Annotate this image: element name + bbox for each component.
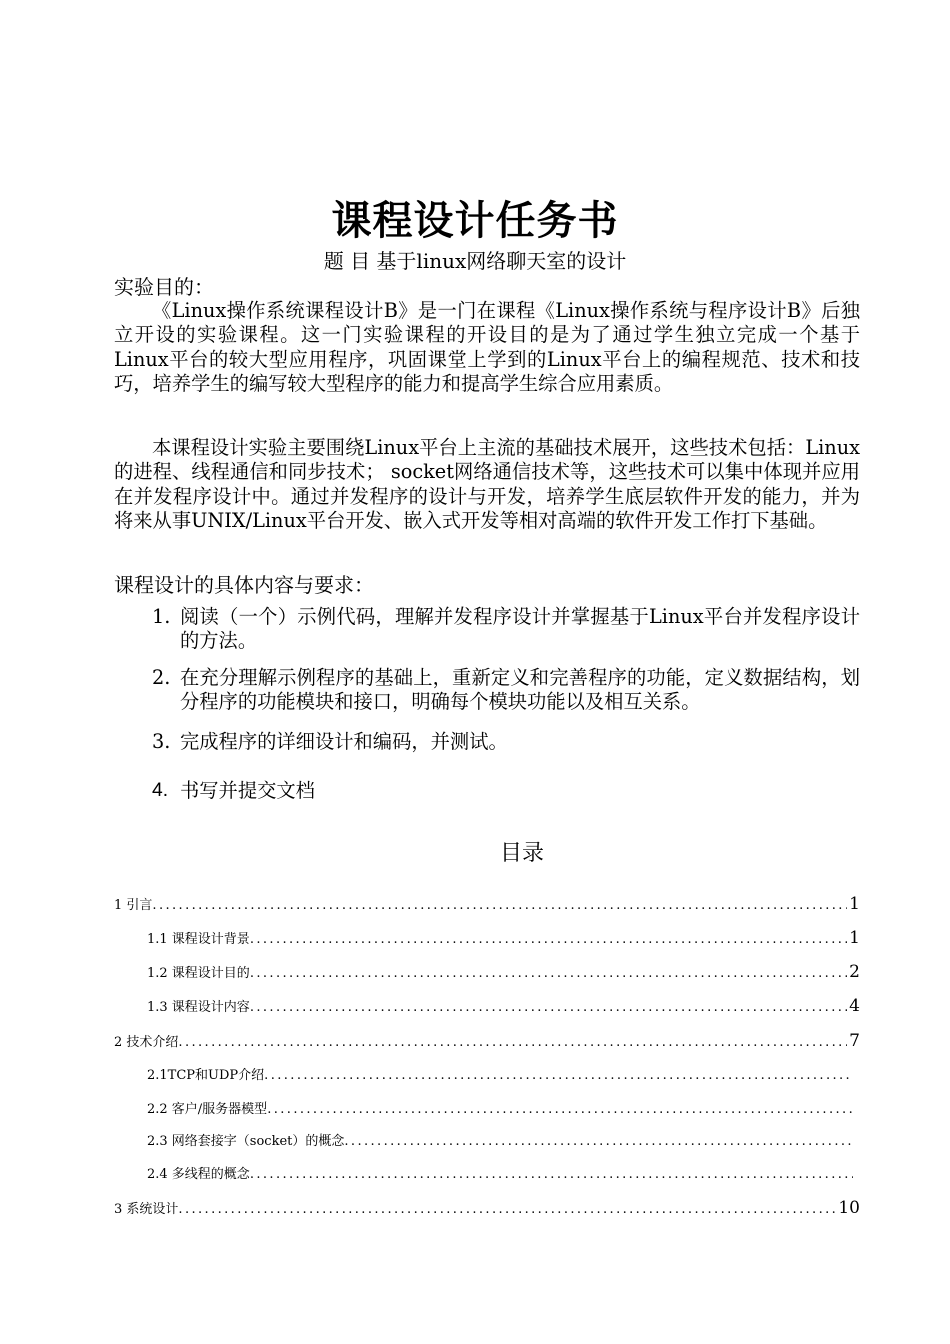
toc-leader-dots <box>152 897 847 913</box>
toc-entry[interactable] <box>114 895 860 913</box>
toc-entry-text: 2.4 多线程的概念 <box>147 1167 250 1182</box>
toc-entry-text: 2.2 客户/服务器模型 <box>147 1102 268 1117</box>
toc-entry-text: 3 系统设计 <box>114 1202 179 1217</box>
toc-entry[interactable] <box>147 1133 855 1151</box>
requirement-number: 2. <box>152 666 171 689</box>
requirement-item <box>152 730 860 754</box>
toc-entry-text: 2.1TCP和UDP介绍 <box>147 1068 265 1083</box>
requirement-item <box>152 666 860 715</box>
toc-entry[interactable] <box>147 997 860 1015</box>
toc-entry[interactable] <box>147 1166 855 1184</box>
toc-entry-page: 7 <box>849 1032 860 1050</box>
toc-leader-dots <box>344 1133 853 1151</box>
toc-leader-dots <box>250 931 847 947</box>
toc-entry-text: 2.3 网络套接字（socket）的概念 <box>147 1134 345 1149</box>
toc-entry[interactable] <box>147 929 860 947</box>
toc-entry-page: 2 <box>849 963 860 981</box>
purpose-paragraph-1: 《Linux操作系统课程设计B》是一门在课程《Linux操作系统与程序设计B》后独立开设的实验课程。这一门实验课程的开设目的是为了通过学生独立完成一个基于Linux平台的较大型应用程序，巩固课堂上学到的Linux平台上的编程规范、技术和技巧，培养学生的编写较大型程序的能力和提高学生综合应用素质。 <box>114 299 860 395</box>
toc-entry[interactable] <box>147 963 860 981</box>
purpose-label: 实验目的： <box>114 275 214 299</box>
toc-leader-dots <box>264 1067 853 1085</box>
toc-entry-text: 1.2 课程设计目的 <box>147 966 250 981</box>
purpose-paragraph-2: 本课程设计实验主要围绕Linux平台上主流的基础技术展开，这些技术包括：Linux的进程、线程通信和同步技术； socket网络通信技术等，这些技术可以集中体现并应用在并发程序设计中。通过并发程序的设计与开发，培养学生底层软件开发的能力，并为将来从事UNIX/Linux平台开发、嵌入式开发等相对高端的软件开发工作打下基础。 <box>114 436 860 532</box>
document-subtitle: 题 目 基于linux网络聊天室的设计 <box>323 249 627 273</box>
toc-leader-dots <box>178 1034 847 1050</box>
toc-leader-dots <box>178 1201 836 1217</box>
toc-entry-page: 10 <box>838 1199 860 1217</box>
requirement-text: 书写并提交文档 <box>180 779 315 802</box>
requirement-number: 1. <box>152 605 171 628</box>
toc-leader-dots <box>250 999 847 1015</box>
toc-entry-page: 4 <box>849 997 860 1015</box>
toc-entry[interactable] <box>114 1199 860 1217</box>
requirement-number: 4. <box>152 780 169 801</box>
toc-entry-page: 1 <box>849 895 860 913</box>
toc-leader-dots <box>267 1101 853 1119</box>
toc-entry-text: 1.3 课程设计内容 <box>147 1000 250 1015</box>
requirement-number: 3. <box>152 730 171 753</box>
toc-entry-text: 1 引言 <box>114 898 153 913</box>
requirement-item <box>152 779 860 803</box>
toc-entry-text: 2 技术介绍 <box>114 1035 179 1050</box>
requirement-text: 阅读（一个）示例代码，理解并发程序设计并掌握基于Linux平台并发程序设计的方法。 <box>180 605 860 653</box>
toc-leader-dots <box>250 965 847 981</box>
requirement-text: 在充分理解示例程序的基础上，重新定义和完善程序的功能，定义数据结构，划分程序的功能模块和接口，明确每个模块功能以及相互关系。 <box>180 666 860 714</box>
requirement-item <box>152 605 860 654</box>
toc-leader-dots <box>250 1166 853 1184</box>
requirement-text: 完成程序的详细设计和编码，并测试。 <box>180 730 508 753</box>
toc-entry-page: 1 <box>849 929 860 947</box>
toc-entry[interactable] <box>147 1101 855 1119</box>
toc-entry[interactable] <box>114 1032 860 1050</box>
toc-entry[interactable] <box>147 1067 855 1085</box>
toc-heading: 目录 <box>499 841 544 866</box>
requirements-label: 课程设计的具体内容与要求： <box>114 573 374 597</box>
toc-entry-text: 1.1 课程设计背景 <box>147 932 250 947</box>
document-title: 课程设计任务书 <box>331 198 619 244</box>
